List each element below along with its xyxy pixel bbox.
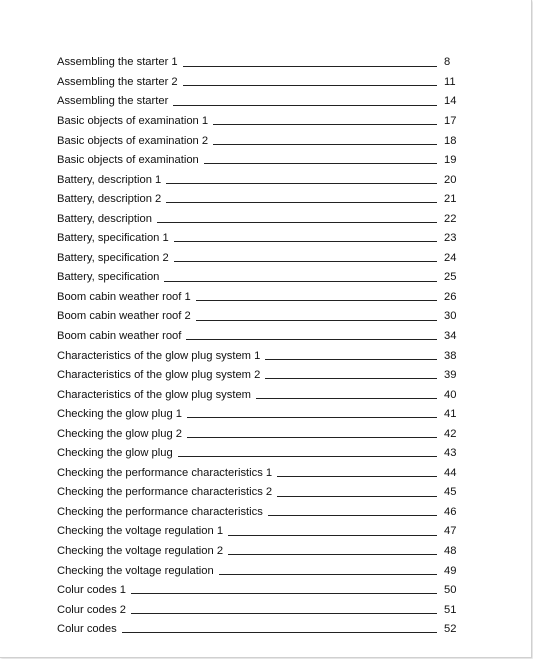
toc-entry-title: Colur codes 1	[57, 584, 127, 597]
toc-entry[interactable]	[57, 147, 463, 167]
toc-leader-line	[228, 535, 437, 536]
toc-leader-line	[174, 261, 437, 262]
toc-leader-line	[166, 202, 437, 203]
toc-entry-title: Colur codes	[57, 623, 117, 636]
toc-entry[interactable]	[57, 362, 463, 382]
toc-leader-line	[265, 378, 437, 379]
toc-entry[interactable]	[57, 88, 463, 108]
toc-entry-page: 23	[444, 232, 457, 245]
toc-entry-page: 34	[444, 330, 457, 342]
toc-entry-title: Battery, specification 1	[57, 232, 169, 245]
toc-entry-page: 48	[444, 545, 457, 558]
toc-entry[interactable]	[57, 284, 463, 304]
toc-entry[interactable]	[57, 244, 463, 264]
toc-leader-line	[157, 222, 437, 223]
toc-leader-line	[164, 281, 437, 282]
toc-entry-title: Characteristics of the glow plug system 2	[57, 369, 261, 382]
toc-entry[interactable]	[57, 616, 463, 636]
toc-entry[interactable]	[57, 381, 463, 401]
toc-leader-line	[277, 476, 437, 477]
toc-entry-title: Basic objects of examination 1	[57, 114, 209, 127]
toc-entry-title: Battery, description 2	[57, 193, 162, 206]
toc-entry-page: 43	[444, 447, 457, 460]
toc-entry-title: Checking the glow plug 1	[57, 408, 183, 421]
toc-entry[interactable]	[57, 166, 463, 186]
toc-entry[interactable]	[57, 127, 463, 147]
toc-entry[interactable]	[57, 186, 463, 206]
toc-entry-title: Checking the performance characteristics 2	[57, 486, 273, 499]
toc-leader-line	[213, 144, 437, 145]
toc-leader-line	[174, 241, 437, 242]
toc-entry-title: Checking the glow plug	[57, 447, 173, 460]
toc-entry[interactable]	[57, 538, 463, 558]
toc-entry-title: Colur codes 2	[57, 603, 127, 616]
toc-entry-page: 18	[444, 134, 457, 147]
toc-leader-line	[219, 574, 437, 575]
toc-entry-page: 26	[444, 290, 457, 303]
toc-entry[interactable]	[57, 225, 463, 245]
toc-entry-title: Checking the performance characteristics 1	[57, 466, 273, 479]
toc-entry-title: Battery, description	[57, 212, 152, 225]
toc-entry-title: Boom cabin weather roof 2	[57, 310, 191, 323]
toc-entry-title: Checking the voltage regulation 1	[57, 525, 224, 538]
toc-leader-line	[131, 593, 437, 594]
toc-leader-line	[187, 417, 437, 418]
toc-entry-page: 40	[444, 388, 457, 401]
toc-entry-page: 30	[444, 310, 457, 323]
toc-entry-page: 39	[444, 369, 457, 382]
toc-entry-title: Assembling the starter	[57, 95, 169, 108]
toc-entry[interactable]	[57, 557, 463, 577]
toc-entry[interactable]	[57, 205, 463, 225]
toc-entry[interactable]	[57, 49, 463, 69]
toc-entry-page: 49	[444, 564, 457, 577]
toc-entry[interactable]	[57, 499, 463, 519]
toc-entry-page: 24	[444, 251, 457, 264]
toc-entry-page: 47	[444, 525, 457, 538]
toc-entry-page: 21	[444, 193, 457, 206]
toc-entry-page: 45	[444, 486, 457, 499]
toc-entry[interactable]	[57, 303, 463, 323]
toc-entry[interactable]	[57, 518, 463, 538]
toc-entry-title: Characteristics of the glow plug system	[57, 388, 251, 401]
toc-entry-title: Boom cabin weather roof 1	[57, 290, 191, 303]
toc-entry-title: Basic objects of examination 2	[57, 134, 209, 147]
toc-entry[interactable]	[57, 420, 463, 440]
toc-entry-page: 44	[444, 466, 457, 479]
toc-leader-line	[277, 496, 437, 497]
toc-leader-line	[122, 632, 437, 633]
toc-entry-title: Checking the glow plug 2	[57, 427, 183, 440]
toc-leader-line	[178, 456, 437, 457]
toc-entry[interactable]	[57, 108, 463, 128]
toc-entry[interactable]	[57, 401, 463, 421]
toc-leader-line	[268, 515, 437, 516]
toc-entry-page: 41	[444, 408, 457, 421]
toc-entry-page: 46	[444, 505, 457, 518]
toc-leader-line	[166, 183, 437, 184]
toc-entry[interactable]	[57, 459, 463, 479]
toc-entry-title: Battery, description 1	[57, 173, 162, 186]
toc-entry-title: Battery, specification	[57, 271, 160, 284]
toc-entry[interactable]	[57, 69, 463, 89]
toc-entry-page: 42	[444, 427, 457, 440]
toc-leader-line	[213, 124, 437, 125]
toc-entry[interactable]	[57, 596, 463, 616]
toc-leader-line	[196, 300, 437, 301]
toc-leader-line	[131, 613, 437, 614]
toc-entry-page: 52	[444, 623, 457, 636]
toc-entry[interactable]	[57, 577, 463, 597]
toc-leader-line	[187, 437, 437, 438]
toc-leader-line	[196, 320, 437, 321]
toc-leader-line	[204, 163, 437, 164]
toc-leader-line	[228, 554, 437, 555]
toc-leader-line	[256, 398, 437, 399]
table-of-contents	[57, 49, 463, 635]
toc-entry-page: 14	[444, 95, 457, 108]
toc-entry-title: Battery, specification 2	[57, 251, 169, 264]
toc-leader-line	[265, 359, 437, 360]
toc-entry-title: Checking the voltage regulation 2	[57, 545, 224, 558]
toc-entry-page: 25	[444, 271, 457, 284]
toc-entry-title: Boom cabin weather roof	[57, 330, 182, 342]
toc-entry[interactable]	[57, 440, 463, 460]
toc-entry-page: 50	[444, 584, 457, 597]
toc-leader-line	[183, 85, 437, 86]
toc-entry-page: 8	[444, 56, 451, 69]
toc-entry-page: 17	[444, 114, 457, 127]
toc-entry-page: 19	[444, 154, 457, 167]
toc-entry[interactable]	[57, 479, 463, 499]
toc-entry-page: 22	[444, 212, 457, 225]
toc-entry-title: Assembling the starter 2	[57, 75, 178, 88]
toc-leader-line	[173, 105, 437, 106]
toc-entry[interactable]	[57, 264, 463, 284]
toc-entry[interactable]	[57, 342, 463, 362]
toc-leader-line	[186, 339, 437, 340]
toc-entry-title: Characteristics of the glow plug system 1	[57, 349, 261, 362]
toc-entry-page: 51	[444, 603, 457, 616]
toc-entry-page: 20	[444, 173, 457, 186]
toc-entry-page: 11	[444, 75, 456, 88]
toc-entry-page: 38	[444, 349, 457, 362]
toc-entry-title: Checking the performance characteristics	[57, 505, 263, 518]
toc-entry-title: Checking the voltage regulation	[57, 564, 214, 577]
toc-entry[interactable]	[57, 323, 463, 343]
toc-entry-title: Assembling the starter 1	[57, 56, 178, 69]
toc-leader-line	[183, 66, 437, 67]
toc-entry-title: Basic objects of examination	[57, 154, 199, 167]
